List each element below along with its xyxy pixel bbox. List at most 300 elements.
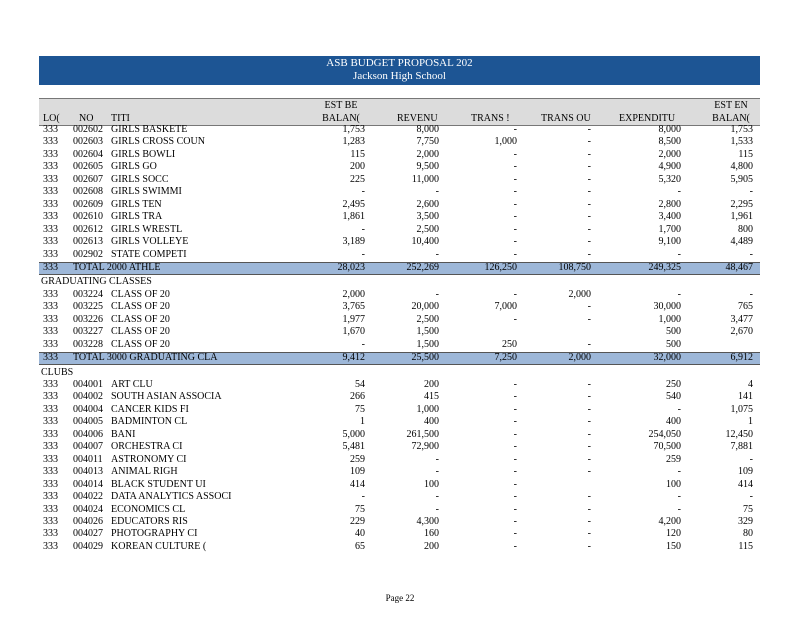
- cell-revenue: -: [435, 491, 439, 503]
- cell-title: GIRLS SWIMMI: [111, 186, 182, 198]
- cell-title: ORCHESTRA CI: [111, 441, 183, 453]
- cell-trans-in: -: [513, 391, 517, 403]
- cell-loc: 333: [43, 453, 58, 465]
- cell-expenditures: 8,000: [658, 124, 681, 135]
- cell-no: 002613: [73, 236, 103, 248]
- cell-est-end-bal: 765: [738, 301, 753, 313]
- cell-title: GIRLS GO: [111, 161, 157, 173]
- table-row: [39, 416, 760, 428]
- cell-trans-in: -: [513, 416, 517, 428]
- cell-trans-out: -: [587, 391, 591, 403]
- cell-title: EDUCATORS RIS: [111, 515, 188, 527]
- cell-est-beg-bal: 40: [355, 528, 365, 540]
- table-row: [39, 404, 760, 416]
- total-expenditures: 32,000: [653, 352, 681, 364]
- total-row: [39, 262, 760, 275]
- cell-est-end-bal: 1,075: [730, 403, 753, 415]
- cell-revenue: -: [435, 466, 439, 478]
- cell-expenditures: 4,900: [658, 161, 681, 173]
- total-loc: 333: [43, 352, 58, 364]
- cell-est-end-bal: 4,800: [730, 161, 753, 173]
- cell-no: 002603: [73, 136, 103, 148]
- cell-no: 002604: [73, 148, 103, 160]
- cell-no: 004007: [73, 441, 103, 453]
- cell-est-beg-bal: 1,753: [342, 124, 365, 135]
- cell-title: GIRLS SOCC: [111, 173, 169, 185]
- cell-expenditures: 1,000: [658, 313, 681, 325]
- cell-trans-out: -: [587, 136, 591, 148]
- cell-loc: 333: [43, 478, 58, 490]
- cell-trans-out: -: [587, 540, 591, 552]
- table-row: [39, 301, 760, 313]
- cell-trans-in: -: [513, 288, 517, 300]
- cell-title: CLASS OF 20: [111, 326, 170, 338]
- cell-no: 002902: [73, 248, 103, 260]
- cell-no: 004004: [73, 403, 103, 415]
- table-row: [39, 454, 760, 466]
- table-row: [39, 379, 760, 391]
- report-banner: [39, 56, 760, 85]
- total-trans-out: 2,000: [568, 352, 591, 364]
- total-total-label: TOTAL 3000 GRADUATING CLA: [73, 352, 218, 364]
- cell-est-end-bal: 1,753: [730, 124, 753, 135]
- cell-no: 002607: [73, 173, 103, 185]
- cell-revenue: 7,750: [416, 136, 439, 148]
- cell-est-end-bal: 4,489: [730, 236, 753, 248]
- cell-trans-out: -: [587, 416, 591, 428]
- cell-loc: 333: [43, 161, 58, 173]
- cell-est-beg-bal: 2,495: [342, 198, 365, 210]
- cell-est-beg-bal: 5,000: [342, 428, 365, 440]
- cell-expenditures: -: [677, 503, 681, 515]
- cell-title: DATA ANALYTICS ASSOCI: [111, 491, 232, 503]
- cell-expenditures: 250: [666, 379, 681, 390]
- cell-title: GIRLS TEN: [111, 198, 162, 210]
- cell-est-beg-bal: 5,481: [342, 441, 365, 453]
- cell-trans-out: -: [587, 161, 591, 173]
- table-row: [39, 326, 760, 338]
- cell-no: 003224: [73, 288, 103, 300]
- cell-est-beg-bal: -: [361, 248, 365, 260]
- cell-est-beg-bal: 75: [355, 503, 365, 515]
- cell-est-end-bal: 3,477: [730, 313, 753, 325]
- cell-loc: 333: [43, 148, 58, 160]
- page-footer: Page 22: [385, 593, 415, 603]
- cell-loc: 333: [43, 528, 58, 540]
- cell-est-beg-bal: 1,670: [342, 326, 365, 338]
- header-est-beg-top: EST BE: [324, 100, 358, 111]
- cell-revenue: -: [435, 186, 439, 198]
- cell-revenue: 11,000: [411, 173, 439, 185]
- total-trans-out: 108,750: [558, 261, 591, 273]
- cell-trans-in: -: [513, 466, 517, 478]
- cell-no: 004027: [73, 528, 103, 540]
- cell-revenue: 2,600: [416, 198, 439, 210]
- cell-trans-in: -: [513, 528, 517, 540]
- table-row: [39, 479, 760, 491]
- cell-revenue: 261,500: [406, 428, 439, 440]
- table-row: [39, 541, 760, 553]
- table-row: [39, 528, 760, 540]
- cell-title: CLASS OF 20: [111, 338, 170, 350]
- cell-loc: 333: [43, 391, 58, 403]
- cell-title: CLASS OF 20: [111, 301, 170, 313]
- cell-no: 004026: [73, 515, 103, 527]
- cell-trans-in: -: [513, 198, 517, 210]
- cell-title: GIRLS BOWLI: [111, 148, 176, 160]
- cell-revenue: 20,000: [411, 301, 439, 313]
- cell-trans-out: -: [587, 198, 591, 210]
- cell-est-end-bal: 329: [738, 515, 753, 527]
- cell-no: 004006: [73, 428, 103, 440]
- cell-est-beg-bal: -: [361, 186, 365, 198]
- cell-title: CLASS OF 20: [111, 313, 170, 325]
- header-trans-in: TRANS !: [471, 113, 510, 124]
- header-est-end-top: EST EN: [714, 100, 748, 111]
- cell-no: 004024: [73, 503, 103, 515]
- cell-expenditures: 400: [666, 416, 681, 428]
- cell-expenditures: 30,000: [653, 301, 681, 313]
- cell-est-end-bal: 2,670: [730, 326, 753, 338]
- cell-trans-in: -: [513, 236, 517, 248]
- cell-expenditures: 70,500: [653, 441, 681, 453]
- cell-trans-in: -: [513, 441, 517, 453]
- cell-trans-out: -: [587, 379, 591, 390]
- cell-trans-out: -: [587, 313, 591, 325]
- cell-trans-out: -: [587, 124, 591, 135]
- cell-est-beg-bal: 266: [350, 391, 365, 403]
- cell-revenue: 10,400: [411, 236, 439, 248]
- cell-title: SOUTH ASIAN ASSOCIA: [111, 391, 222, 403]
- cell-revenue: 2,500: [416, 313, 439, 325]
- cell-revenue: 3,500: [416, 211, 439, 223]
- cell-est-end-bal: 5,905: [730, 173, 753, 185]
- cell-est-end-bal: 2,295: [730, 198, 753, 210]
- cell-est-beg-bal: -: [361, 491, 365, 503]
- cell-trans-in: -: [513, 428, 517, 440]
- cell-trans-out: -: [587, 211, 591, 223]
- cell-est-beg-bal: 2,000: [342, 288, 365, 300]
- cell-trans-in: -: [513, 173, 517, 185]
- total-revenue: 25,500: [411, 352, 439, 364]
- cell-revenue: 9,500: [416, 161, 439, 173]
- cell-est-end-bal: 4: [748, 379, 753, 390]
- cell-est-beg-bal: 1,283: [342, 136, 365, 148]
- cell-trans-in: -: [513, 313, 517, 325]
- total-revenue: 252,269: [406, 261, 439, 273]
- cell-est-end-bal: 1,961: [730, 211, 753, 223]
- total-loc: 333: [43, 261, 58, 273]
- cell-est-beg-bal: 1,977: [342, 313, 365, 325]
- cell-est-beg-bal: 65: [355, 540, 365, 552]
- cell-no: 003228: [73, 338, 103, 350]
- cell-no: 003225: [73, 301, 103, 313]
- table-row: [39, 391, 760, 403]
- cell-loc: 333: [43, 136, 58, 148]
- cell-expenditures: 500: [666, 338, 681, 350]
- cell-loc: 333: [43, 441, 58, 453]
- cell-revenue: 1,000: [416, 403, 439, 415]
- total-total-label: TOTAL 2000 ATHLE: [73, 261, 161, 273]
- cell-est-beg-bal: 75: [355, 403, 365, 415]
- cell-expenditures: 120: [666, 528, 681, 540]
- cell-title: BANI: [111, 428, 136, 440]
- cell-est-beg-bal: -: [361, 223, 365, 235]
- cell-trans-out: 2,000: [568, 288, 591, 300]
- cell-title: GIRLS CROSS COUN: [111, 136, 205, 148]
- cell-revenue: 8,000: [416, 124, 439, 135]
- cell-expenditures: 3,400: [658, 211, 681, 223]
- cell-trans-in: -: [513, 379, 517, 390]
- cell-loc: 333: [43, 540, 58, 552]
- cell-est-beg-bal: 229: [350, 515, 365, 527]
- header-trans-out: TRANS OU: [541, 113, 591, 124]
- cell-est-beg-bal: 259: [350, 453, 365, 465]
- cell-revenue: -: [435, 453, 439, 465]
- header-est-beg-bottom: BALAN(: [322, 113, 360, 124]
- cell-trans-in: -: [513, 478, 517, 490]
- cell-est-end-bal: 7,881: [730, 441, 753, 453]
- cell-trans-in: 250: [502, 338, 517, 350]
- cell-expenditures: -: [677, 186, 681, 198]
- cell-expenditures: -: [677, 466, 681, 478]
- cell-loc: 333: [43, 124, 58, 135]
- cell-no: 004011: [73, 453, 103, 465]
- cell-title: GIRLS BASKETE: [111, 124, 188, 135]
- cell-trans-in: -: [513, 453, 517, 465]
- cell-est-beg-bal: 115: [350, 148, 365, 160]
- total-row: [39, 352, 760, 365]
- cell-expenditures: 9,100: [658, 236, 681, 248]
- cell-title: ANIMAL RIGH: [111, 466, 178, 478]
- cell-est-end-bal: 141: [738, 391, 753, 403]
- table-row: [39, 161, 760, 173]
- cell-trans-in: -: [513, 161, 517, 173]
- cell-est-end-bal: -: [749, 186, 753, 198]
- table-row: [39, 149, 760, 161]
- cell-trans-in: -: [513, 248, 517, 260]
- cell-no: 004001: [73, 379, 103, 390]
- cell-loc: 333: [43, 223, 58, 235]
- cell-title: BLACK STUDENT UI: [111, 478, 206, 490]
- header-expenditures: EXPENDITU: [619, 113, 676, 124]
- cell-expenditures: 259: [666, 453, 681, 465]
- cell-loc: 333: [43, 173, 58, 185]
- total-est-beg-bal: 28,023: [337, 261, 365, 273]
- cell-no: 004002: [73, 391, 103, 403]
- cell-revenue: 415: [424, 391, 439, 403]
- cell-title: GIRLS TRA: [111, 211, 163, 223]
- table-row: [39, 249, 760, 261]
- cell-trans-out: -: [587, 503, 591, 515]
- cell-trans-out: -: [587, 301, 591, 313]
- header-est-end-bottom: BALAN(: [712, 113, 750, 124]
- cell-trans-out: -: [587, 223, 591, 235]
- cell-trans-in: -: [513, 223, 517, 235]
- table-row: [39, 211, 760, 223]
- cell-loc: 333: [43, 301, 58, 313]
- cell-loc: 333: [43, 186, 58, 198]
- cell-trans-out: -: [587, 236, 591, 248]
- cell-trans-in: -: [513, 211, 517, 223]
- header-revenue: REVENU: [397, 113, 438, 124]
- cell-expenditures: 2,800: [658, 198, 681, 210]
- cell-no: 004005: [73, 416, 103, 428]
- cell-revenue: 4,300: [416, 515, 439, 527]
- cell-est-beg-bal: 1,861: [342, 211, 365, 223]
- cell-loc: 333: [43, 515, 58, 527]
- cell-no: 004013: [73, 466, 103, 478]
- cell-est-end-bal: 12,450: [725, 428, 753, 440]
- cell-revenue: 200: [424, 540, 439, 552]
- total-expenditures: 249,325: [648, 261, 681, 273]
- header-no: NO: [79, 113, 94, 124]
- cell-est-beg-bal: 54: [355, 379, 365, 390]
- cell-trans-out: -: [587, 428, 591, 440]
- cell-trans-out: -: [587, 403, 591, 415]
- header-title: TITI: [111, 113, 130, 124]
- cell-est-end-bal: -: [749, 453, 753, 465]
- cell-revenue: -: [435, 248, 439, 260]
- cell-title: PHOTOGRAPHY CI: [111, 528, 198, 540]
- cell-est-end-bal: 115: [738, 148, 753, 160]
- total-est-end-bal: 6,912: [730, 352, 753, 364]
- cell-revenue: -: [435, 288, 439, 300]
- cell-revenue: 2,000: [416, 148, 439, 160]
- cell-trans-in: -: [513, 186, 517, 198]
- cell-est-end-bal: 1: [748, 416, 753, 428]
- section-heading: GRADUATING CLASSES: [41, 276, 152, 288]
- cell-title: GIRLS VOLLEYE: [111, 236, 189, 248]
- table-row: [39, 186, 760, 198]
- cell-trans-out: -: [587, 248, 591, 260]
- cell-trans-in: -: [513, 503, 517, 515]
- total-est-end-bal: 48,467: [725, 261, 753, 273]
- table-row: [39, 314, 760, 326]
- cell-loc: 333: [43, 288, 58, 300]
- cell-title: CANCER KIDS FI: [111, 403, 189, 415]
- cell-loc: 333: [43, 326, 58, 338]
- cell-revenue: 72,900: [411, 441, 439, 453]
- cell-no: 002605: [73, 161, 103, 173]
- column-header: [39, 98, 760, 126]
- table-row: [39, 516, 760, 528]
- cell-no: 003227: [73, 326, 103, 338]
- cell-loc: 333: [43, 428, 58, 440]
- cell-expenditures: 500: [666, 326, 681, 338]
- cell-trans-out: -: [587, 491, 591, 503]
- cell-est-end-bal: 1,533: [730, 136, 753, 148]
- cell-expenditures: -: [677, 491, 681, 503]
- cell-trans-in: -: [513, 148, 517, 160]
- cell-expenditures: -: [677, 288, 681, 300]
- cell-revenue: 400: [424, 416, 439, 428]
- cell-loc: 333: [43, 379, 58, 390]
- cell-est-end-bal: 75: [743, 503, 753, 515]
- cell-no: 002610: [73, 211, 103, 223]
- cell-trans-out: -: [587, 441, 591, 453]
- cell-trans-out: -: [587, 338, 591, 350]
- cell-title: ECONOMICS CL: [111, 503, 186, 515]
- cell-trans-in: -: [513, 540, 517, 552]
- cell-est-end-bal: 109: [738, 466, 753, 478]
- table-row: [39, 339, 760, 351]
- table-row: [39, 136, 760, 148]
- cell-revenue: 100: [424, 478, 439, 490]
- cell-expenditures: 5,320: [658, 173, 681, 185]
- cell-expenditures: -: [677, 248, 681, 260]
- cell-revenue: -: [435, 503, 439, 515]
- cell-est-end-bal: -: [749, 248, 753, 260]
- cell-no: 004022: [73, 491, 103, 503]
- cell-no: 004014: [73, 478, 103, 490]
- cell-expenditures: 1,700: [658, 223, 681, 235]
- cell-no: 004029: [73, 540, 103, 552]
- cell-trans-in: -: [513, 403, 517, 415]
- cell-title: ASTRONOMY CI: [111, 453, 187, 465]
- table-row: [39, 491, 760, 503]
- cell-loc: 333: [43, 466, 58, 478]
- cell-est-beg-bal: 3,765: [342, 301, 365, 313]
- cell-trans-out: -: [587, 515, 591, 527]
- cell-revenue: 160: [424, 528, 439, 540]
- total-est-beg-bal: 9,412: [342, 352, 365, 364]
- cell-title: GIRLS WRESTL: [111, 223, 183, 235]
- cell-loc: 333: [43, 416, 58, 428]
- cell-no: 002608: [73, 186, 103, 198]
- total-trans-in: 126,250: [484, 261, 517, 273]
- cell-trans-out: -: [587, 453, 591, 465]
- section-heading: CLUBS: [41, 366, 74, 378]
- report-title: ASB BUDGET PROPOSAL 202: [326, 57, 473, 69]
- cell-est-beg-bal: 414: [350, 478, 365, 490]
- cell-loc: 333: [43, 403, 58, 415]
- cell-trans-out: -: [587, 186, 591, 198]
- cell-revenue: 1,500: [416, 338, 439, 350]
- table-row: [39, 429, 760, 441]
- cell-est-end-bal: 80: [743, 528, 753, 540]
- table-row: [39, 124, 760, 136]
- cell-trans-out: -: [587, 528, 591, 540]
- header-loc: LO(: [43, 113, 60, 124]
- cell-est-beg-bal: 200: [350, 161, 365, 173]
- table-row: [39, 504, 760, 516]
- cell-expenditures: 4,200: [658, 515, 681, 527]
- cell-loc: 333: [43, 248, 58, 260]
- cell-trans-in: -: [513, 491, 517, 503]
- cell-expenditures: -: [677, 403, 681, 415]
- cell-title: BADMINTON CL: [111, 416, 188, 428]
- cell-loc: 333: [43, 503, 58, 515]
- cell-expenditures: 150: [666, 540, 681, 552]
- cell-loc: 333: [43, 198, 58, 210]
- cell-revenue: 1,500: [416, 326, 439, 338]
- cell-trans-out: -: [587, 148, 591, 160]
- cell-est-beg-bal: 1: [360, 416, 365, 428]
- table-row: [39, 224, 760, 236]
- cell-no: 003226: [73, 313, 103, 325]
- cell-loc: 333: [43, 338, 58, 350]
- cell-trans-in: 1,000: [494, 136, 517, 148]
- cell-title: ART CLU: [111, 379, 153, 390]
- cell-revenue: 200: [424, 379, 439, 390]
- cell-trans-in: -: [513, 124, 517, 135]
- cell-est-end-bal: -: [749, 491, 753, 503]
- cell-expenditures: 2,000: [658, 148, 681, 160]
- cell-no: 002609: [73, 198, 103, 210]
- cell-title: CLASS OF 20: [111, 288, 170, 300]
- cell-expenditures: 540: [666, 391, 681, 403]
